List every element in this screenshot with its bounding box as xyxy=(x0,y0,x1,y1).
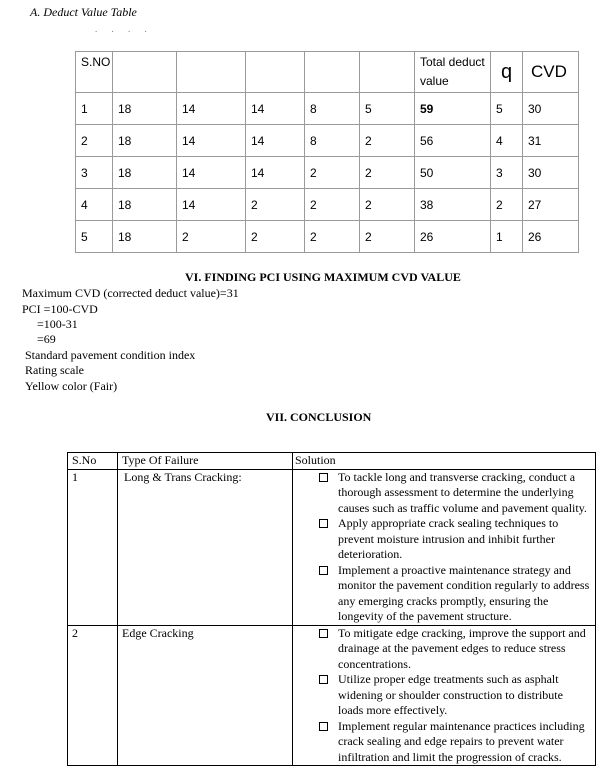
conclusion-header xyxy=(68,453,596,470)
bullet-box-icon xyxy=(319,473,328,482)
cell: 18 xyxy=(113,157,177,189)
header-blank xyxy=(360,52,415,93)
header-blank xyxy=(177,52,246,93)
solution-item xyxy=(319,563,591,625)
header-solution: Solution xyxy=(293,453,596,470)
cell: 1 xyxy=(491,221,523,253)
cell: 8 xyxy=(305,93,360,125)
pci-line: Maximum CVD (corrected deduct value)=31 xyxy=(22,286,239,300)
solution-text: Apply appropriate crack sealing techniques to prevent moisture intrusion and inhibit further deterioration. xyxy=(338,516,559,561)
solution-text: To mitigate edge cracking, improve the support and drainage at the pavement edges to reduce stress concentrations. xyxy=(338,625,586,671)
solution-text: Utilize proper edge treatments such as asphalt widening or shoulder construction to distribute loads more effectively. xyxy=(338,672,563,717)
cell: 2 xyxy=(360,221,415,253)
cell: 2 xyxy=(305,189,360,221)
header-q: q xyxy=(491,52,523,93)
header-cvd: CVD xyxy=(523,52,579,93)
cell: 14 xyxy=(246,157,305,189)
cell: 2 xyxy=(305,157,360,189)
cell: 30 xyxy=(523,93,579,125)
cell: 2 xyxy=(246,221,305,253)
row-number: 1 xyxy=(68,469,118,625)
cell: 4 xyxy=(491,125,523,157)
cell: 5 xyxy=(360,93,415,125)
table-row xyxy=(76,221,579,253)
bullet-box-icon xyxy=(319,675,328,684)
pci-line: Rating scale xyxy=(25,363,84,377)
cell: 1 xyxy=(76,93,113,125)
pci-heading: VI. FINDING PCI USING MAXIMUM CVD VALUE xyxy=(185,270,461,284)
deduct-table-header xyxy=(76,52,579,93)
cell: 14 xyxy=(177,157,246,189)
pci-line: Standard pavement condition index xyxy=(25,348,196,362)
cell: 18 xyxy=(113,125,177,157)
cell: 14 xyxy=(177,125,246,157)
table-row xyxy=(76,157,579,189)
header-failure-type: Type Of Failure xyxy=(118,453,293,470)
cell: 14 xyxy=(246,125,305,157)
solution-list xyxy=(297,626,591,766)
header-blank xyxy=(246,52,305,93)
cell: 2 xyxy=(360,189,415,221)
cell: 30 xyxy=(523,157,579,189)
cell: 5 xyxy=(76,221,113,253)
cell: 14 xyxy=(177,93,246,125)
pci-line: =100-31 xyxy=(37,317,78,331)
pci-line: Yellow color (Fair) xyxy=(25,379,118,393)
bullet-box-icon xyxy=(319,722,328,731)
cell: 2 xyxy=(360,157,415,189)
table-row xyxy=(68,625,596,766)
cell: 27 xyxy=(523,189,579,221)
cell: 3 xyxy=(76,157,113,189)
cell-total: 59 xyxy=(415,93,491,125)
cell: 2 xyxy=(177,221,246,253)
solution-text: Implement regular maintenance practices including crack sealing and edge repairs to prevent water infiltration and limit the progression of cracks. xyxy=(338,718,585,764)
solution-list xyxy=(297,470,591,625)
cell: 2 xyxy=(246,189,305,221)
solution-cell xyxy=(293,625,596,766)
cell: 2 xyxy=(76,125,113,157)
conclusion-heading: VII. CONCLUSION xyxy=(266,410,372,424)
solution-text: Implement a proactive maintenance strategy and monitor the pavement condition regularly to address any emerging cracks promptly, ensuring the longevity of the pavement structure. xyxy=(338,562,590,623)
header-sno: S.NO xyxy=(76,52,113,93)
cell: 8 xyxy=(305,125,360,157)
cell: 18 xyxy=(113,93,177,125)
table-row xyxy=(68,469,596,625)
pci-line: =69 xyxy=(37,332,56,346)
cell: 2 xyxy=(360,125,415,157)
bullet-box-icon xyxy=(319,629,328,638)
cell: 2 xyxy=(491,189,523,221)
cell: 18 xyxy=(113,221,177,253)
cell: 31 xyxy=(523,125,579,157)
solution-item xyxy=(319,516,591,563)
header-blank xyxy=(113,52,177,93)
row-number: 2 xyxy=(68,625,118,766)
cell-total: 56 xyxy=(415,125,491,157)
solution-item xyxy=(319,626,591,673)
pci-line: PCI =100-CVD xyxy=(22,302,98,316)
solution-text: To tackle long and transverse cracking, conduct a thorough assessment to determine the underlying causes such as traffic volume and pavement quality. xyxy=(338,469,587,515)
bullet-box-icon xyxy=(319,519,328,528)
solution-item xyxy=(319,470,591,517)
cell: 14 xyxy=(177,189,246,221)
header-total-deduct: Total deduct value xyxy=(415,52,491,93)
deduct-value-table xyxy=(75,51,579,253)
cell: 18 xyxy=(113,189,177,221)
conclusion-table xyxy=(67,452,596,766)
cell: 14 xyxy=(246,93,305,125)
table-row xyxy=(76,125,579,157)
failure-type: Edge Cracking xyxy=(118,625,293,766)
header-sno: S.No xyxy=(68,453,118,470)
cell: 3 xyxy=(491,157,523,189)
cell: 5 xyxy=(491,93,523,125)
deduct-section-title: A. Deduct Value Table xyxy=(30,5,137,19)
solution-item xyxy=(319,719,591,766)
cell-total: 50 xyxy=(415,157,491,189)
solution-cell xyxy=(293,469,596,625)
solution-item xyxy=(319,672,591,719)
cell-total: 38 xyxy=(415,189,491,221)
table-row xyxy=(76,93,579,125)
table-row xyxy=(76,189,579,221)
cell: 4 xyxy=(76,189,113,221)
cell-total: 26 xyxy=(415,221,491,253)
failure-type: Long & Trans Cracking: xyxy=(118,469,293,625)
header-blank xyxy=(305,52,360,93)
decorative-dots: . . . . xyxy=(95,24,153,34)
cell: 26 xyxy=(523,221,579,253)
cell: 2 xyxy=(305,221,360,253)
bullet-box-icon xyxy=(319,566,328,575)
